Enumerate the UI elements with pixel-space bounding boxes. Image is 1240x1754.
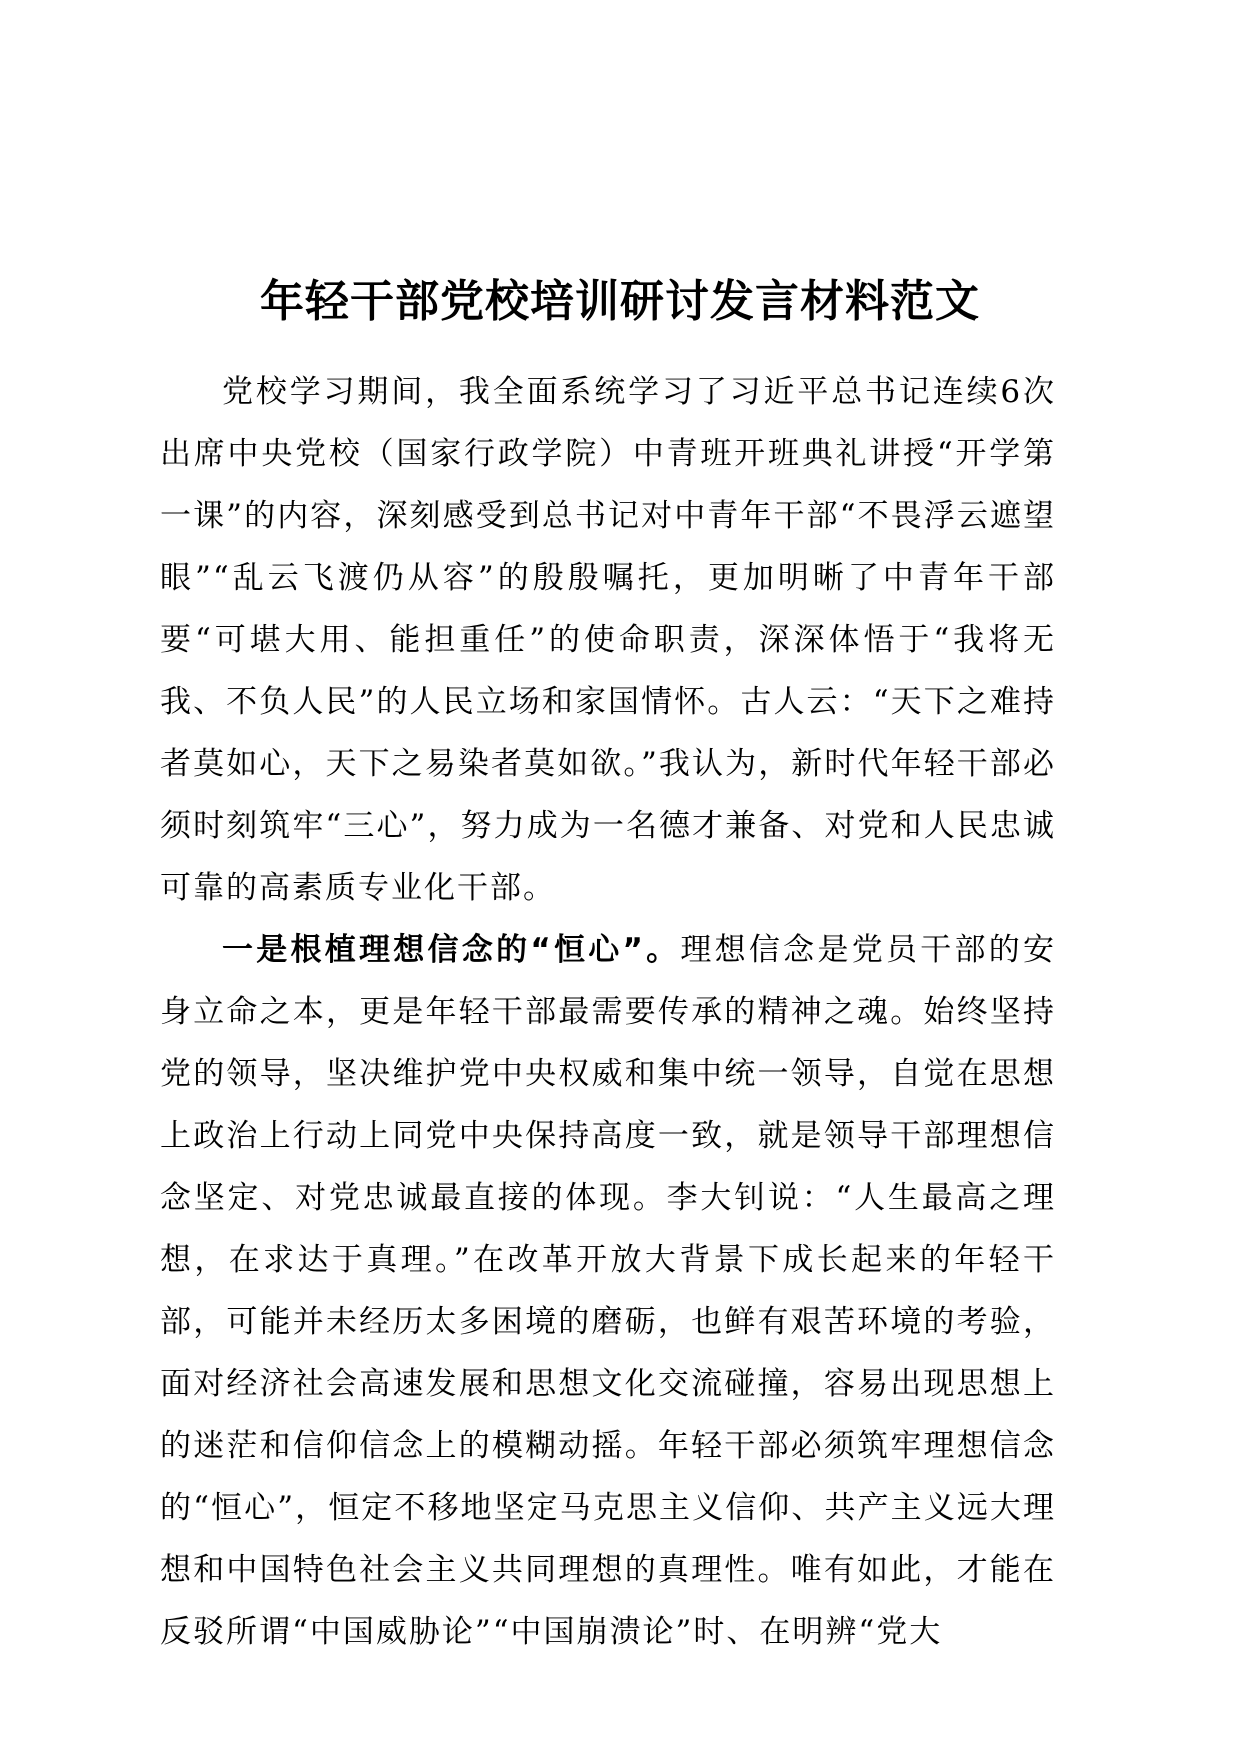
paragraph-point-one xyxy=(160,919,1056,1663)
paragraph-text: 理想信念是党员干部的安身立命之本，更是年轻干部最需要传承的精神之魂。始终坚持党的领导，坚决维护党中央权威和集中统一领导，自觉在思想上政治上行动上同党中央保持高度一致，就是领导干部理想信念坚定、对党忠诚最直接的体现。李大钊说：“人生最高之理想，在求达于真理。”在改革开放大背景下成长起来的年轻干部，可能并未经历太多困境的磨砺，也鲜有艰苦环境的考验，面对经济社会高速发展和思想文化交流碰撞，容易出现思想上的迷茫和信仰信念上的模糊动摇。年轻干部必须筑牢理想信念的“恒心”，恒定不移地坚定马克思主义信仰、共产主义远大理想和中国特色社会主义共同理想的真理性。唯有如此，才能在反驳所谓“中国威胁论”“中国崩溃论”时、在明辨“党大 xyxy=(160,932,1057,1650)
paragraph-intro xyxy=(160,361,1056,919)
document-title: 年轻干部党校培训研讨发言材料范文 xyxy=(260,276,980,327)
paragraph-text: 党校学习期间，我全面系统学习了习近平总书记连续6次出席中央党校（国家行政学院）中青班开班典礼讲授“开学第一课”的内容，深刻感受到总书记对中青年干部“不畏浮云遮望眼”“乱云飞渡仍从容”的殷殷嘱托，更加明晰了中青年干部要“可堪大用、能担重任”的使命职责，深深体悟于“我将无我、不负人民”的人民立场和家国情怀。古人云：“天下之难持者莫如心，天下之易染者莫如欲。”我认为，新时代年轻干部必须时刻筑牢“三心”，努力成为一名德才兼备、对党和人民忠诚可靠的高素质专业化干部。 xyxy=(160,374,1056,906)
document-body xyxy=(160,361,1056,1663)
paragraph-lead-heading: 一是根植理想信念的“恒心”。 xyxy=(222,932,681,968)
